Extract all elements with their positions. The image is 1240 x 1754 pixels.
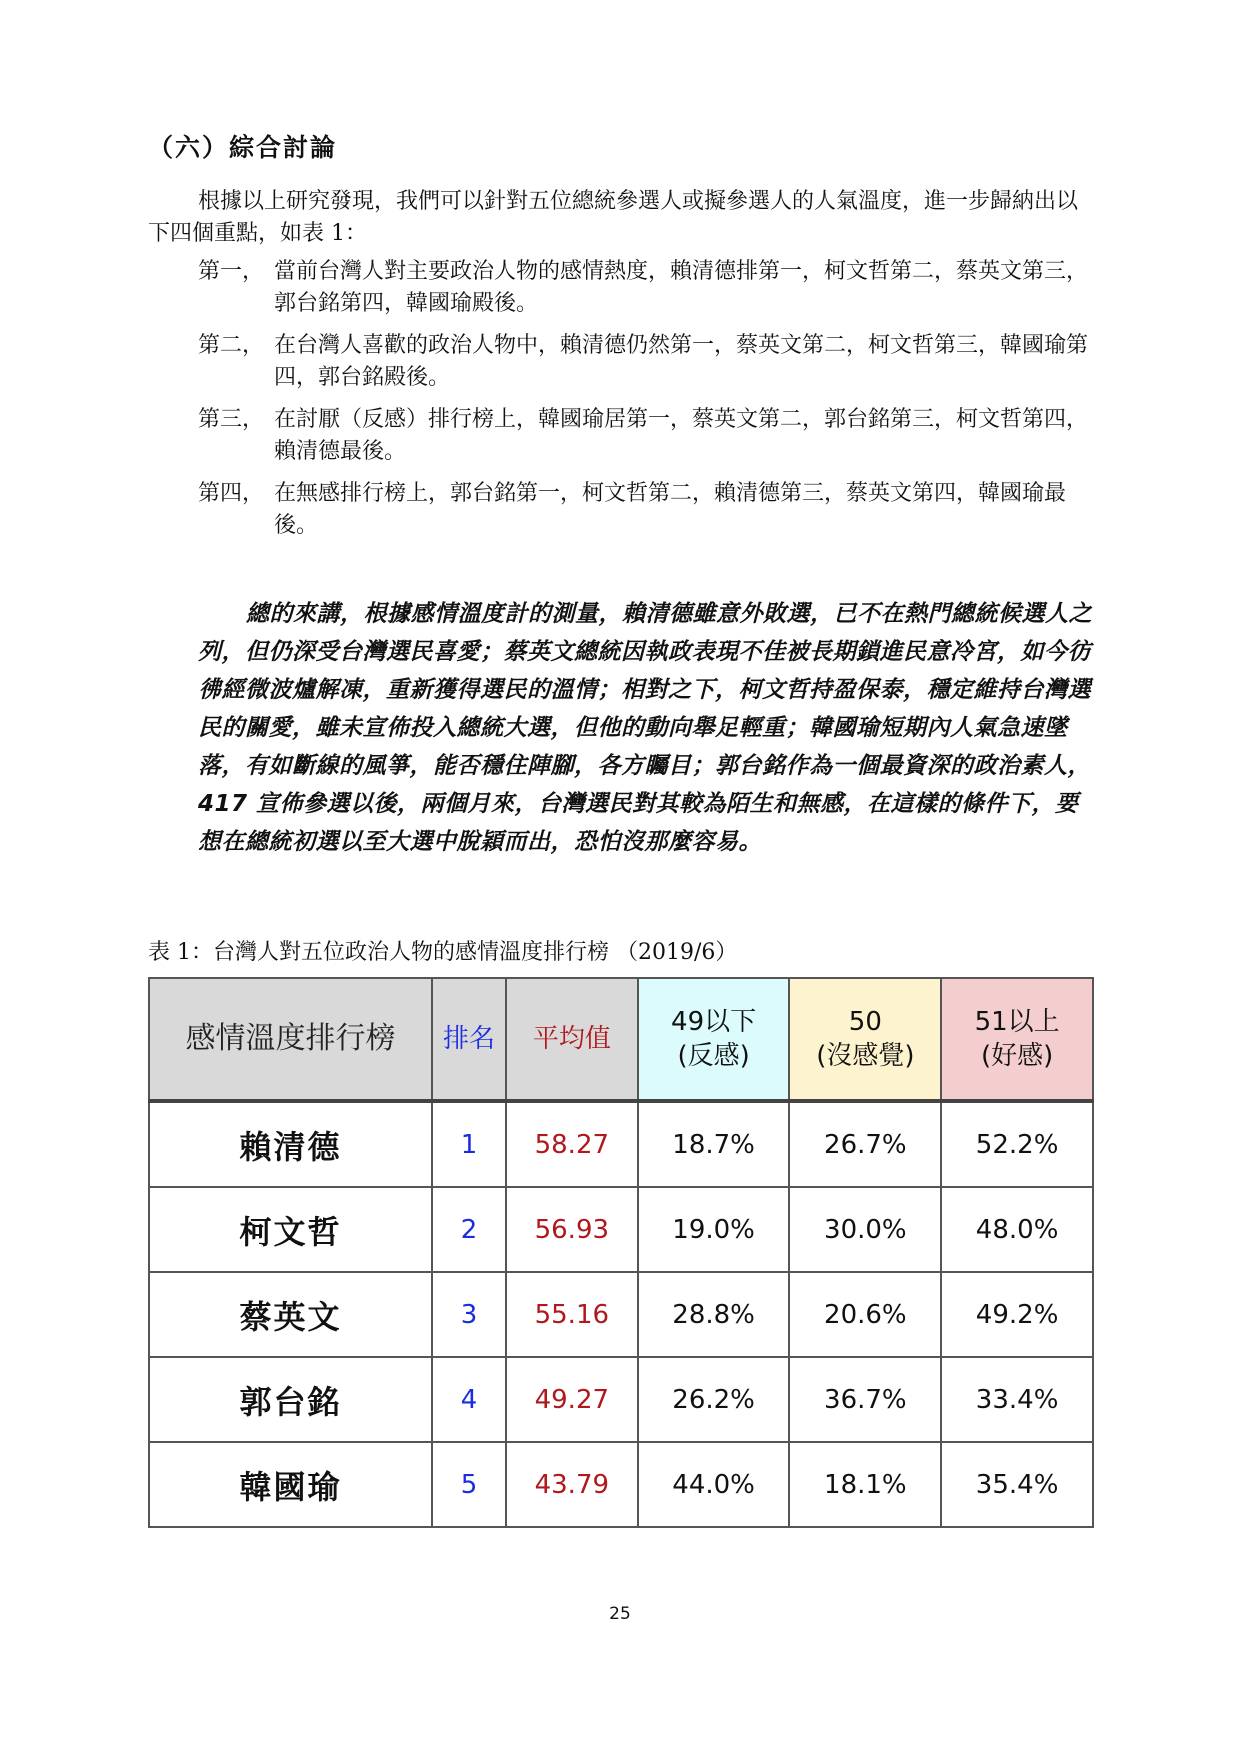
cell-rank: 4 xyxy=(432,1357,506,1442)
header-average: 平均值 xyxy=(506,978,638,1101)
key-point-text: 在討厭（反感）排行榜上，韓國瑜居第一，蔡英文第二，郭台銘第三，柯文哲第四，賴清德最後。 xyxy=(274,407,1089,464)
table-row xyxy=(149,1187,1093,1272)
cell-rank: 1 xyxy=(432,1101,506,1187)
header-neutral-range: 50 xyxy=(848,1007,882,1037)
cell-positive: 33.4% xyxy=(941,1357,1093,1442)
header-negative xyxy=(638,978,790,1101)
header-positive xyxy=(941,978,1093,1101)
cell-negative: 18.7% xyxy=(638,1101,790,1187)
key-point xyxy=(198,404,1098,468)
header-positive-label: (好感) xyxy=(980,1041,1054,1071)
cell-neutral: 36.7% xyxy=(789,1357,941,1442)
header-negative-label: (反感) xyxy=(677,1041,750,1071)
key-point-number: 第一， xyxy=(198,259,265,284)
cell-average: 49.27 xyxy=(506,1357,638,1442)
section-title: （六）綜合討論 xyxy=(148,133,338,162)
cell-average: 43.79 xyxy=(506,1442,638,1527)
cell-neutral: 20.6% xyxy=(789,1272,941,1357)
header-title: 感情溫度排行榜 xyxy=(149,978,432,1101)
cell-name: 賴清德 xyxy=(149,1101,432,1187)
ranking-table xyxy=(148,977,1094,1528)
table-header-row xyxy=(149,978,1093,1101)
cell-positive: 35.4% xyxy=(941,1442,1093,1527)
table-row xyxy=(149,1272,1093,1357)
cell-average: 55.16 xyxy=(506,1272,638,1357)
header-neutral xyxy=(789,978,941,1101)
key-point-number: 第三， xyxy=(198,407,265,432)
summary-paragraph xyxy=(198,595,1098,861)
header-neutral-label: (沒感覺) xyxy=(816,1041,915,1071)
table-row xyxy=(149,1357,1093,1442)
cell-name: 郭台銘 xyxy=(149,1357,432,1442)
table-row xyxy=(149,1101,1093,1187)
key-points-list xyxy=(198,256,1098,552)
table-caption: 表 1：台灣人對五位政治人物的感情溫度排行榜 （2019/6） xyxy=(148,940,738,965)
header-negative-range: 49以下 xyxy=(671,1007,757,1037)
cell-neutral: 26.7% xyxy=(789,1101,941,1187)
intro-paragraph xyxy=(148,186,1093,250)
summary-text: 總的來講，根據感情溫度計的測量，賴清德雖意外敗選，已不在熱門總統候選人之列，但仍深受台灣選民喜愛；蔡英文總統因執政表現不佳被長期鎖進民意冷宮，如今彷彿經微波爐解凍，重新獲得選民的溫情；相對之下，柯文哲持盈保泰，穩定維持台灣選民的關愛，雖未宣佈投入總統大選，但他的動向舉足輕重；韓國瑜短期內人氣急速墜落，有如斷線的風箏，能否穩住陣腳，各方矚目；郭台銘作為一個最資深的政治素人，417 宣佈參選以後，兩個月來，台灣選民對其較為陌生和無感，在這樣的條件下，要想在總統初選以至大選中脫穎而出，恐怕沒那麼容易。 xyxy=(198,601,1092,855)
key-point xyxy=(198,330,1098,394)
key-point xyxy=(198,256,1098,320)
header-rank: 排名 xyxy=(432,978,506,1101)
cell-average: 56.93 xyxy=(506,1187,638,1272)
cell-rank: 2 xyxy=(432,1187,506,1272)
cell-name: 蔡英文 xyxy=(149,1272,432,1357)
key-point-text: 在台灣人喜歡的政治人物中，賴清德仍然第一，蔡英文第二，柯文哲第三，韓國瑜第四，郭台銘殿後。 xyxy=(274,333,1089,390)
cell-positive: 48.0% xyxy=(941,1187,1093,1272)
cell-average: 58.27 xyxy=(506,1101,638,1187)
cell-negative: 26.2% xyxy=(638,1357,790,1442)
cell-positive: 52.2% xyxy=(941,1101,1093,1187)
table-row xyxy=(149,1442,1093,1527)
cell-rank: 5 xyxy=(432,1442,506,1527)
cell-positive: 49.2% xyxy=(941,1272,1093,1357)
cell-neutral: 30.0% xyxy=(789,1187,941,1272)
cell-neutral: 18.1% xyxy=(789,1442,941,1527)
intro-text: 根據以上研究發現，我們可以針對五位總統參選人或擬參選人的人氣溫度，進一步歸納出以下四個重點，如表 1： xyxy=(148,189,1079,246)
key-point-number: 第二， xyxy=(198,333,265,358)
cell-negative: 28.8% xyxy=(638,1272,790,1357)
key-point xyxy=(198,478,1098,542)
cell-name: 韓國瑜 xyxy=(149,1442,432,1527)
key-point-text: 在無感排行榜上，郭台銘第一，柯文哲第二，賴清德第三，蔡英文第四，韓國瑜最後。 xyxy=(274,481,1067,538)
cell-negative: 44.0% xyxy=(638,1442,790,1527)
cell-rank: 3 xyxy=(432,1272,506,1357)
cell-negative: 19.0% xyxy=(638,1187,790,1272)
page-number: 25 xyxy=(609,1604,631,1624)
cell-name: 柯文哲 xyxy=(149,1187,432,1272)
key-point-number: 第四， xyxy=(198,481,265,506)
key-point-text: 當前台灣人對主要政治人物的感情熱度，賴清德排第一，柯文哲第二，蔡英文第三，郭台銘第四，韓國瑜殿後。 xyxy=(274,259,1089,316)
header-positive-range: 51以上 xyxy=(974,1007,1060,1037)
